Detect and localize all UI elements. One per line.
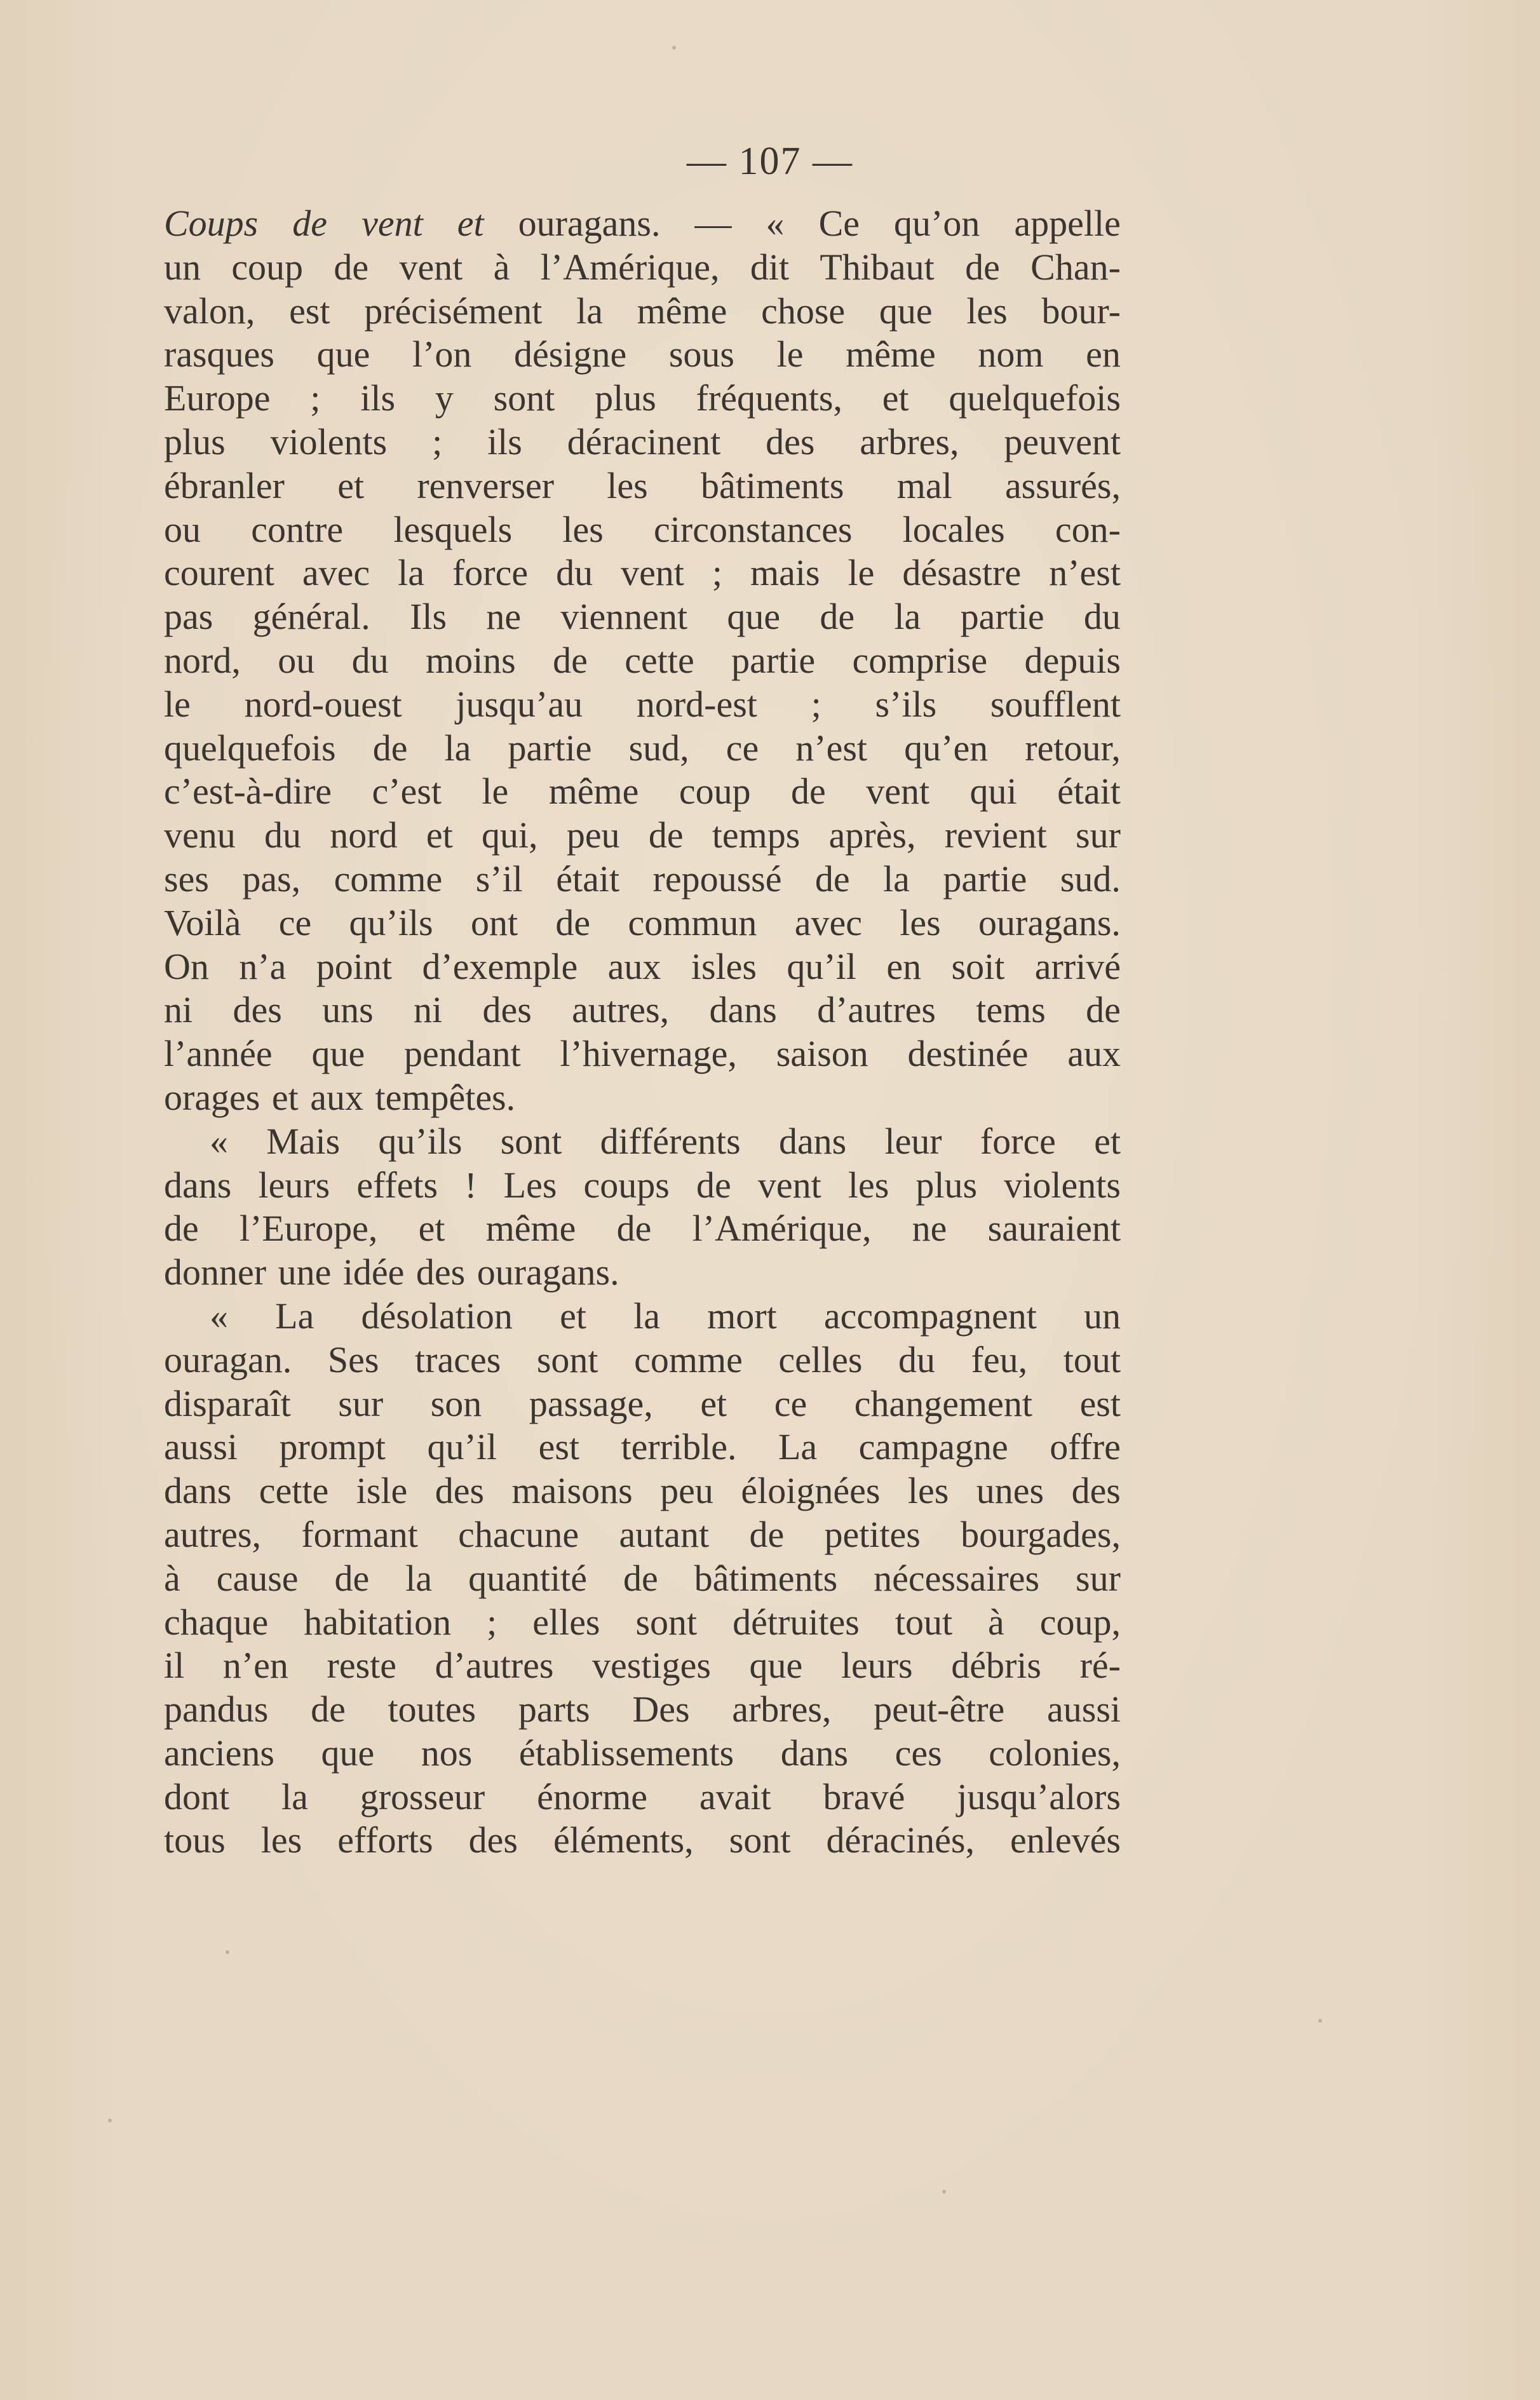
- text-line: plus violents ; ils déracinent des arbres, peuvent: [164, 421, 1121, 462]
- text-line: valon, est précisément la même chose que les bour-: [164, 290, 1121, 332]
- paper-speck: [226, 1950, 229, 1954]
- text-line: chaque habitation ; elles sont détruites tout à coup,: [164, 1601, 1121, 1643]
- body-text: [164, 202, 1121, 1863]
- text-line: un coup de vent à l’Amérique, dit Thibaut de Chan-: [164, 246, 1121, 288]
- text-line: dont la grosseur énorme avait bravé jusqu’alors: [164, 1776, 1121, 1817]
- text-line: courent avec la force du vent ; mais le désastre n’est: [164, 552, 1121, 594]
- text-line: rasques que l’on désigne sous le même nom en: [164, 334, 1121, 375]
- page-number: — 107 —: [687, 140, 853, 183]
- text-line: ni des uns ni des autres, dans d’autres tems de: [164, 989, 1121, 1031]
- text-line: ébranler et renverser les bâtiments mal assurés,: [164, 464, 1121, 506]
- text-line: ouragan. Ses traces sont comme celles du feu, tout: [164, 1338, 1121, 1380]
- text-line: « La désolation et la mort accompagnent un: [210, 1295, 1121, 1337]
- text-line: quelquefois de la partie sud, ce n’est qu’en retour,: [164, 727, 1121, 769]
- text-line: Voilà ce qu’ils ont de commun avec les ouragans.: [164, 901, 1121, 943]
- text-line: aussi prompt qu’il est terrible. La campagne offre: [164, 1426, 1121, 1468]
- text-line: disparaît sur son passage, et ce changement est: [164, 1382, 1121, 1424]
- text-line: orages et aux tempêtes.: [164, 1076, 516, 1118]
- paper-speck: [942, 2190, 946, 2194]
- text-line: c’est-à-dire c’est le même coup de vent qui était: [164, 771, 1121, 812]
- text-line: nord, ou du moins de cette partie comprise depuis: [164, 639, 1121, 681]
- text-line: donner une idée des ouragans.: [164, 1251, 619, 1293]
- text-line: il n’en reste d’autres vestiges que leurs débris ré-: [164, 1645, 1121, 1687]
- paper-speck: [1318, 2019, 1322, 2023]
- text-line: ou contre lesquels les circonstances locales con-: [164, 508, 1121, 550]
- text-line: venu du nord et qui, peu de temps après, revient sur: [164, 814, 1121, 856]
- text-line: Europe ; ils y sont plus fréquents, et quelquefois: [164, 377, 1121, 419]
- text-line: dans cette isle des maisons peu éloignées les unes des: [164, 1470, 1121, 1512]
- text-line: à cause de la quantité de bâtiments nécessaires sur: [164, 1557, 1121, 1599]
- text-line: « Mais qu’ils sont différents dans leur force et: [210, 1120, 1121, 1162]
- paper-speck: [672, 46, 676, 50]
- text-line: l’année que pendant l’hivernage, saison destinée aux: [164, 1033, 1121, 1075]
- text-line: pas général. Ils ne viennent que de la partie du: [164, 596, 1121, 638]
- paper-speck: [108, 2119, 112, 2122]
- text-line: tous les efforts des éléments, sont déracinés, enlevés: [164, 1819, 1121, 1861]
- text-line: anciens que nos établissements dans ces colonies,: [164, 1732, 1121, 1774]
- text-line: Coups de vent et ouragans. — « Ce qu’on appelle: [164, 203, 1121, 244]
- text-line: de l’Europe, et même de l’Amérique, ne sauraient: [164, 1208, 1121, 1250]
- text-line: le nord-ouest jusqu’au nord-est ; s’ils soufflent: [164, 683, 1121, 725]
- text-line: ses pas, comme s’il était repoussé de la partie sud.: [164, 858, 1121, 900]
- text-line: On n’a point d’exemple aux isles qu’il en soit arrivé: [164, 945, 1121, 987]
- text-line: autres, formant chacune autant de petites bourgades,: [164, 1513, 1121, 1555]
- text-line: pandus de toutes parts Des arbres, peut-être aussi: [164, 1689, 1121, 1730]
- text-line: dans leurs effets ! Les coups de vent les plus violents: [164, 1164, 1121, 1206]
